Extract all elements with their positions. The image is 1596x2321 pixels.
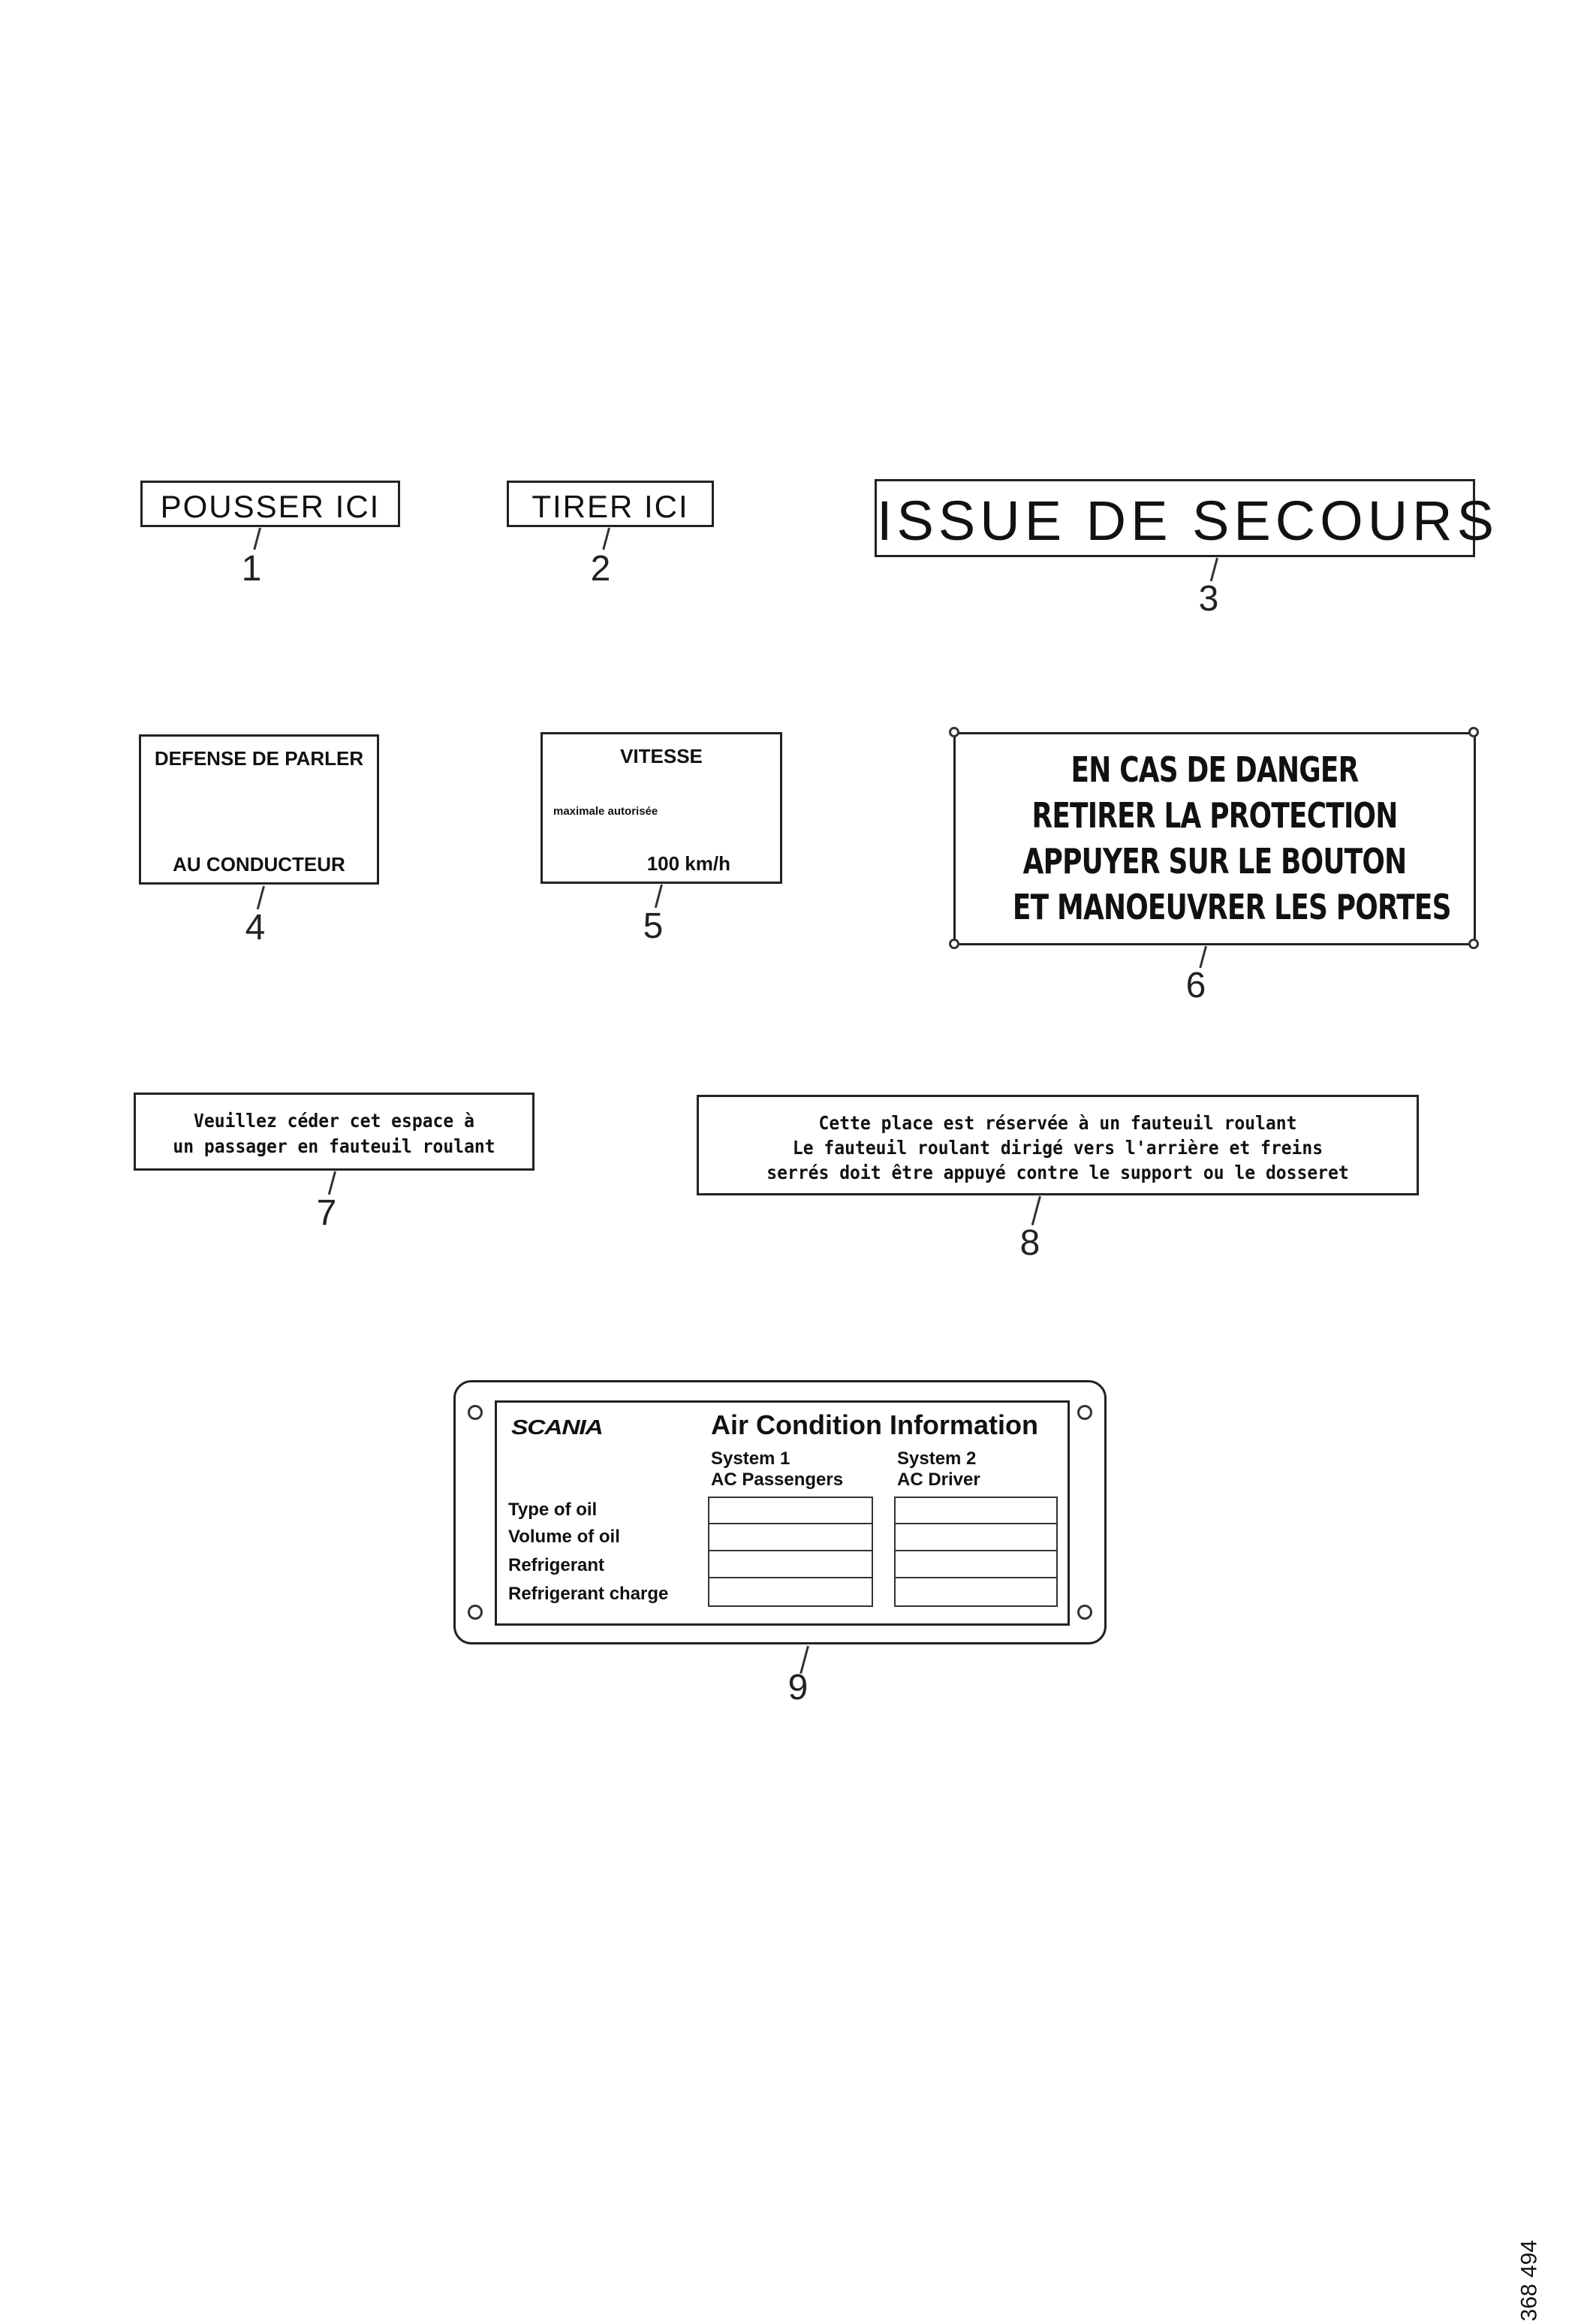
- label-9-screw-tr: [1077, 1405, 1092, 1420]
- label-9-system-2-cell: [894, 1550, 1058, 1578]
- label-5-top-text: VITESSE: [620, 745, 703, 767]
- label-9-screw-bl: [468, 1605, 483, 1620]
- callout-number-2: 2: [590, 549, 611, 589]
- label-air-condition-information: [453, 1380, 1107, 1644]
- label-5-bottom-text: 100 km/h: [646, 852, 730, 875]
- label-defense-de-parler: [139, 734, 379, 885]
- label-6-line-3: APPUYER SUR LE BOUTON: [1022, 841, 1407, 882]
- label-1-text: POUSSER ICI: [160, 489, 381, 524]
- label-7-line-2: un passager en fauteuil roulant: [173, 1135, 495, 1157]
- label-9-row-refrigerant: Refrigerant: [508, 1555, 605, 1575]
- label-9-system-2-cell: [894, 1523, 1058, 1551]
- label-9-system-2-cell: [894, 1497, 1058, 1524]
- label-9-system-2-line-2: AC Driver: [897, 1469, 980, 1490]
- callout-number-4: 4: [245, 908, 266, 948]
- document-id: 368 494: [1516, 2240, 1541, 2321]
- callout-number-7: 7: [316, 1193, 337, 1233]
- label-9-system-1-cell: [708, 1497, 873, 1524]
- label-6-line-1: EN CAS DE DANGER: [1071, 749, 1359, 790]
- callout-line-2: [602, 528, 610, 550]
- label-6-screw-br: [1468, 939, 1479, 949]
- label-veuillez-ceder: [134, 1093, 535, 1171]
- label-6-line-4: ET MANOEUVRER LES PORTES: [1012, 887, 1451, 927]
- callout-number-8: 8: [1019, 1223, 1040, 1263]
- label-9-system-1-line-1: System 1: [711, 1448, 790, 1469]
- callout-number-6: 6: [1185, 966, 1206, 1005]
- callout-line-1: [253, 528, 261, 550]
- label-vitesse: [541, 732, 782, 884]
- label-2-text: TIRER ICI: [531, 489, 689, 524]
- label-8-line-3: serrés doit être appuyé contre le support ou le dosseret: [766, 1162, 1349, 1183]
- callout-line-7: [328, 1171, 336, 1195]
- label-en-cas-de-danger: [953, 732, 1476, 945]
- label-8-line-2: Le fauteuil roulant dirigé vers l'arrière et freins: [792, 1137, 1323, 1159]
- label-pousser-ici: [140, 481, 400, 527]
- label-9-row-refrigerant-charge: Refrigerant charge: [508, 1584, 669, 1604]
- label-9-system-1-cell: [708, 1523, 873, 1551]
- label-9-row-volume-of-oil: Volume of oil: [508, 1527, 620, 1547]
- label-9-row-type-of-oil: Type of oil: [508, 1500, 598, 1520]
- label-9-system-2-cell: [894, 1577, 1058, 1607]
- label-3-text: ISSUE DE SECOURS: [877, 490, 1498, 552]
- callout-number-3: 3: [1198, 579, 1219, 619]
- label-9-screw-br: [1077, 1605, 1092, 1620]
- label-tirer-ici: [507, 481, 714, 527]
- callout-number-5: 5: [643, 906, 664, 946]
- label-4-bottom-text: AU CONDUCTEUR: [173, 853, 345, 876]
- label-9-system-1-line-2: AC Passengers: [711, 1469, 844, 1490]
- label-7-line-1: Veuillez céder cet espace à: [194, 1110, 474, 1132]
- label-6-screw-bl: [949, 939, 959, 949]
- scania-logo: SCANIA: [511, 1415, 603, 1439]
- label-cette-place: [697, 1095, 1419, 1195]
- label-6-screw-tl: [949, 727, 959, 737]
- label-9-system-2-line-1: System 2: [897, 1448, 977, 1469]
- label-9-system-1-cell: [708, 1550, 873, 1578]
- callout-line-5: [655, 885, 663, 909]
- label-9-screw-tl: [468, 1405, 483, 1420]
- callout-line-8: [1031, 1196, 1041, 1225]
- label-6-line-2: RETIRER LA PROTECTION: [1031, 795, 1398, 836]
- label-4-top-text: DEFENSE DE PARLER: [154, 747, 364, 770]
- label-9-title: Air Condition Information: [711, 1409, 1038, 1440]
- callout-number-9: 9: [787, 1668, 809, 1708]
- label-8-line-1: Cette place est réservée à un fauteuil roulant: [818, 1112, 1297, 1134]
- label-9-system-1-cell: [708, 1577, 873, 1607]
- label-6-screw-tr: [1468, 727, 1479, 737]
- label-issue-de-secours: [875, 479, 1498, 557]
- label-5-middle-text: maximale autorisée: [553, 805, 658, 818]
- callout-number-1: 1: [241, 549, 262, 589]
- callout-line-4: [257, 886, 265, 910]
